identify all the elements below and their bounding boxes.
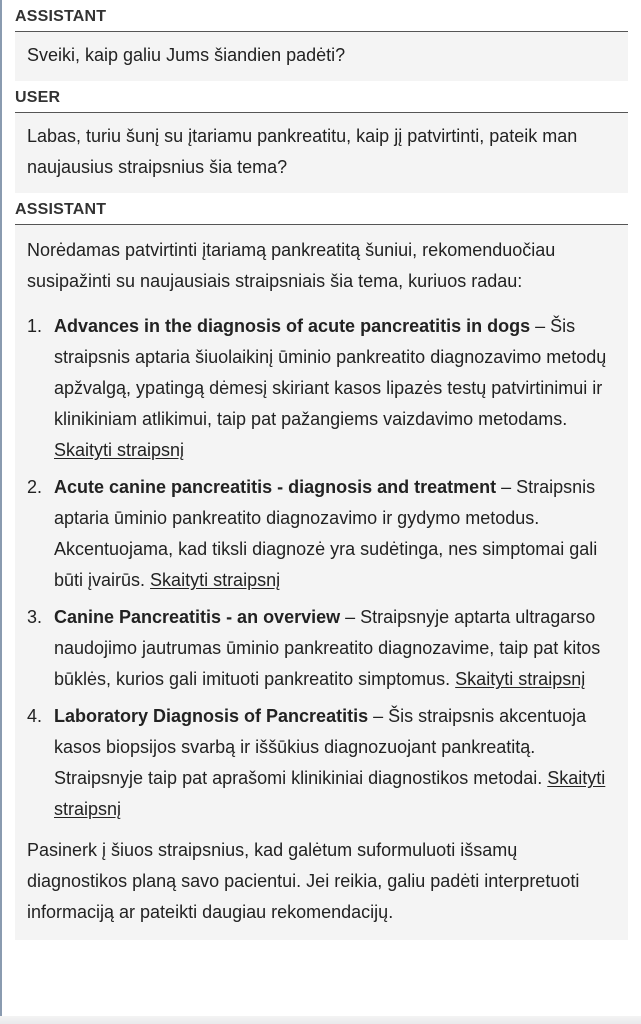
list-number: 4. (27, 706, 43, 726)
user-message (15, 113, 628, 193)
article-title: Advances in the diagnosis of acute pancreatitis in dogs (54, 316, 531, 336)
list-item (27, 701, 616, 825)
title-separator: – (530, 316, 551, 336)
list-number: 3. (27, 607, 43, 627)
read-article-link[interactable]: Skaityti straipsnį (455, 669, 586, 689)
list-number: 2. (27, 477, 43, 497)
article-summary: Straipsnyje aptarta ultragarso naudojimo jautrumas ūminio pankreatito diagnozavime, taip pat kitos būklės, kurios gali imituoti pankreatito simptomus. (54, 607, 601, 689)
message-text: Labas, turiu šunį su įtariamu pankreatitu, kaip jį patvirtinti, pateik man naujausius straipsnius šia tema? (27, 126, 578, 177)
assistant-message (15, 32, 628, 81)
title-separator: – (368, 706, 389, 726)
list-item (27, 602, 616, 695)
list-item (27, 311, 616, 466)
read-article-link[interactable]: Skaityti straipsnį (150, 570, 281, 590)
message-intro: Norėdamas patvirtinti įtariamą pankreatitą šuniui, rekomenduočiau susipažinti su naujausiais straipsniais šia tema, kuriuos radau: (27, 240, 556, 291)
role-label-assistant: ASSISTANT (15, 193, 628, 225)
left-border (0, 0, 2, 1024)
assistant-message (15, 225, 628, 940)
bottom-edge (0, 1016, 641, 1024)
message-outro: Pasinerk į šiuos straipsnius, kad galėtum suformuluoti išsamų diagnostikos planą savo pacientui. Jei reikia, galiu padėti interpretuoti informaciją ar pateikti daugiau rekomendacijų. (27, 840, 580, 922)
read-article-link[interactable]: Skaityti straipsnį (54, 768, 606, 819)
title-separator: – (496, 477, 517, 497)
article-list (27, 311, 616, 825)
article-title: Laboratory Diagnosis of Pancreatitis (54, 706, 369, 726)
article-summary: Šis straipsnis aptaria šiuolaikinį ūminio pankreatito diagnozavimo metodų apžvalgą, ypatingą dėmesį skiriant kasos lipazės testų patvirtinimui ir klinikiniam atlikimui, taip pat pažangiems vaizdavimo metodams. (54, 316, 607, 429)
list-number: 1. (27, 316, 43, 336)
read-article-link[interactable]: Skaityti straipsnį (54, 440, 185, 460)
chat-transcript (15, 0, 628, 940)
article-summary: Straipsnis aptaria ūminio pankreatito diagnozavimo ir gydymo metodus. Akcentuojama, kad tiksli diagnozė yra sudėtinga, nes simptomai gali būti įvairūs. (54, 477, 598, 590)
role-label-user: USER (15, 81, 628, 113)
message-text: Sveiki, kaip galiu Jums šiandien padėti? (27, 45, 346, 65)
list-item (27, 472, 616, 596)
article-title: Canine Pancreatitis - an overview (54, 607, 341, 627)
article-summary: Šis straipsnis akcentuoja kasos biopsijos svarbą ir iššūkius diagnozuojant pankreatitą. Straipsnyje taip pat aprašomi klinikiniai diagnostikos metodai. (54, 706, 587, 788)
title-separator: – (340, 607, 361, 627)
role-label-assistant: ASSISTANT (15, 0, 628, 32)
article-title: Acute canine pancreatitis - diagnosis and treatment (54, 477, 497, 497)
